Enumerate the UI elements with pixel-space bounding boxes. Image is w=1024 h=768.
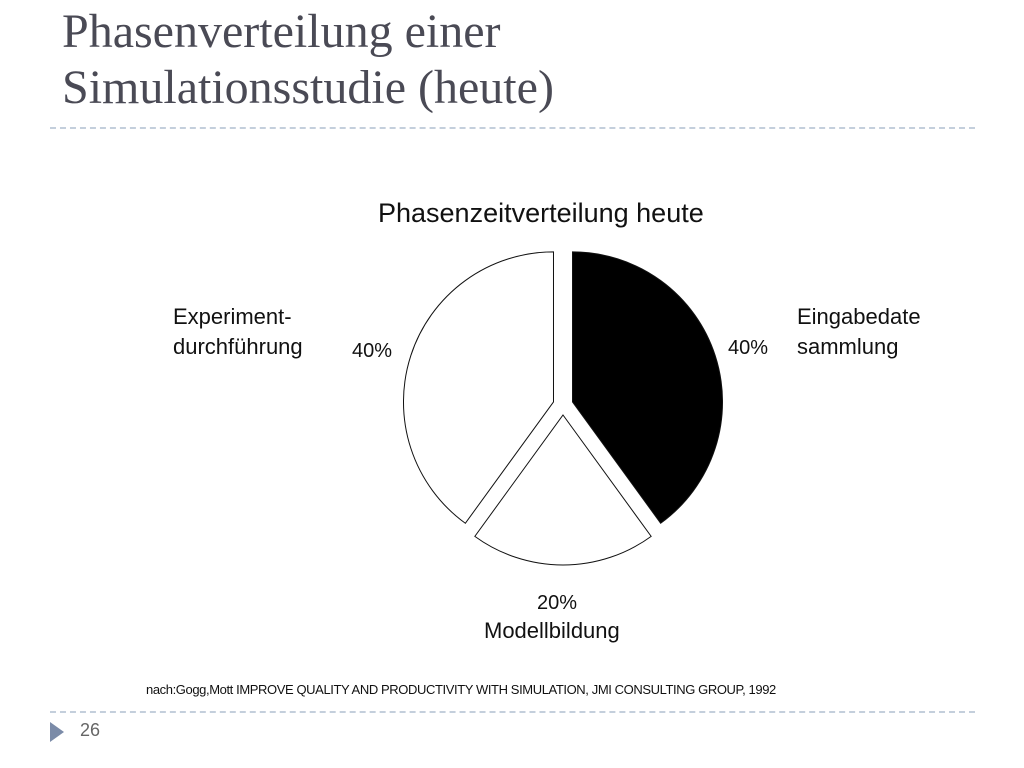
triangle-bullet-icon (50, 722, 64, 742)
slice-value-experimentdurchfuehrung: 40% (352, 340, 393, 362)
bottom-divider (50, 711, 975, 713)
slice-label-line: Eingabedate (797, 304, 921, 329)
slice-value-modellbildung: 20% (537, 592, 578, 614)
slice-label-line: durchführung (173, 334, 303, 359)
slice-label-line: Experiment- (173, 304, 292, 329)
slice-value-eingabedatensammlung: 40% (728, 337, 769, 359)
slice-label-modellbildung: Modellbildung (484, 618, 620, 643)
slice-label-line: sammlung (797, 334, 899, 359)
chart-title: Phasenzeitverteilung heute (378, 198, 704, 228)
page-number: 26 (80, 720, 101, 740)
slide-title-line-1: Phasenverteilung einer (62, 5, 501, 58)
slice-label-eingabedatensammlung (797, 302, 921, 362)
slice-label-experimentdurchfuehrung (173, 302, 303, 362)
slide-title-line-2: Simulationsstudie (heute) (62, 61, 554, 114)
source-citation: nach:Gogg,Mott IMPROVE QUALITY AND PRODUCTIVITY WITH SIMULATION, JMI CONSULTING GROUP, 1992 (146, 682, 776, 697)
